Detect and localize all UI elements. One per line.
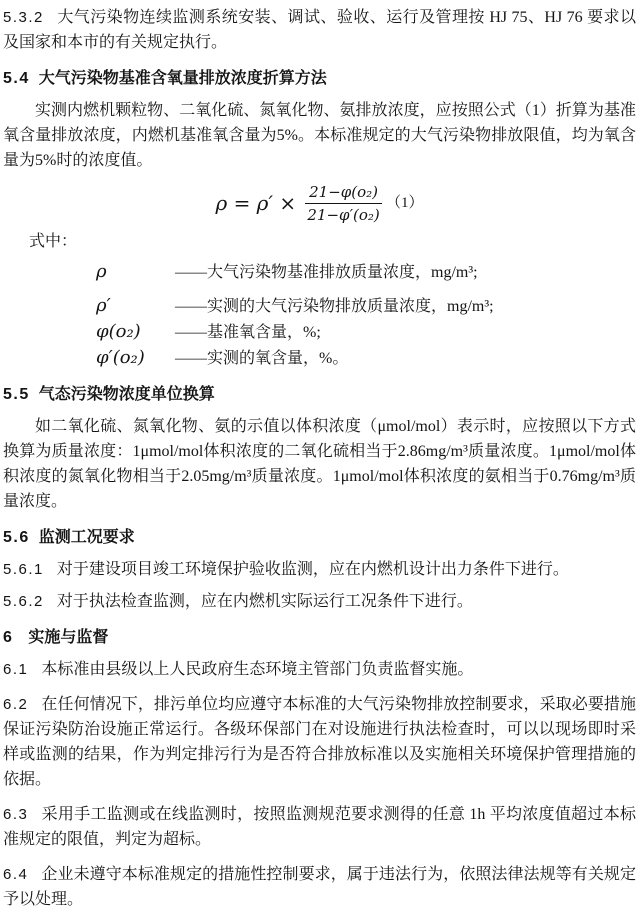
section-title: 大气污染物基准含氧量排放浓度折算方法 xyxy=(38,70,327,87)
symbol-definition: ——基准氧含量，%; xyxy=(175,324,321,341)
clause-number: 6.3 xyxy=(3,806,29,823)
clause-number: 6.1 xyxy=(3,661,29,678)
symbol-row-phi-prime-o2 xyxy=(96,346,636,371)
symbol-definition: ——实测的氧含量，%。 xyxy=(175,350,349,367)
clause-6-3 xyxy=(3,802,636,852)
para-oxygen-conversion: 实测内燃机颗粒物、二氧化硫、氮氧化物、氨排放浓度，应按照公式（1）折算为基准氧含量排放浓度，内燃机基准氧含量为5%。本标准规定的大气污染物排放限值，均为氧含量为5%时的浓度值。 xyxy=(3,102,636,169)
clause-number: 5.3.2 xyxy=(3,9,44,26)
section-title: 实施与监督 xyxy=(28,629,109,646)
symbol-definition: ——大气污染物基准排放质量浓度，mg/m³; xyxy=(175,264,478,281)
formula-1 xyxy=(3,182,636,225)
clause-number: 5.6.2 xyxy=(3,593,44,610)
symbol: φ(o₂) xyxy=(96,321,141,342)
symbol: ρ′ xyxy=(96,295,111,316)
section-heading-5-4 xyxy=(3,67,636,91)
clause-text: 本标准由县级以上人民政府生态环境主管部门负责监督实施。 xyxy=(41,661,474,678)
clause-6-2 xyxy=(3,692,636,792)
symbol-row-rho xyxy=(96,260,636,285)
section-number: 5.4 xyxy=(3,70,30,87)
clause-number: 6.4 xyxy=(3,866,29,883)
symbol-definition: ——实测的大气污染物排放质量浓度，mg/m³; xyxy=(175,298,494,315)
clause-text: 在任何情况下，排污单位均应遵守本标准的大气污染物排放控制要求，采取必要措施保证污染防治设施正常运行。各级环保部门在对设施进行执法检查时，可以以现场即时采样或监测的结果，作为判定排污行为是否符合排放标准以及实施相关环境保护管理措施的依据。 xyxy=(3,696,636,788)
fraction-denominator: 21−φ′(o₂) xyxy=(307,206,380,224)
clause-number: 6.2 xyxy=(3,696,29,713)
clause-5-6-1 xyxy=(3,557,636,582)
clause-6-4 xyxy=(3,862,636,912)
clause-5-6-2 xyxy=(3,589,636,614)
section-number: 6 xyxy=(3,629,14,646)
section-number: 5.6 xyxy=(3,529,30,546)
clause-text: 大气污染物连续监测系统安装、调试、验收、运行及管理按 HJ 75、HJ 76 要求以及国家和本市的有关规定执行。 xyxy=(3,9,636,51)
where-label: 式中： xyxy=(29,233,78,250)
clause-5-3-2 xyxy=(3,5,636,55)
formula-lhs: ρ = ρ′ × xyxy=(215,191,297,215)
symbol-row-rho-prime xyxy=(96,294,636,319)
clause-6-1 xyxy=(3,657,636,682)
symbol: φ′(o₂) xyxy=(96,347,145,368)
section-heading-6 xyxy=(3,626,636,650)
symbol: ρ xyxy=(96,261,107,282)
clause-text: 采用手工监测或在线监测时，按照监测规范要求测得的任意 1h 平均浓度值超过本标准规定的限值，判定为超标。 xyxy=(3,806,636,848)
equation-number: （1） xyxy=(386,195,424,211)
fraction-numerator: 21−φ(o₂) xyxy=(305,182,382,204)
para-unit-conversion: 如二氧化硫、氮氧化物、氨的示值以体积浓度（μmol/mol）表示时，应按照以下方式换算为质量浓度：1μmol/mol体积浓度的二氧化硫相当于2.86mg/m³质量浓度。1μmol/mol体积浓度的氮氧化物相当于2.05mg/m³质量浓度。1μmol/mol体积浓度的氨相当于0.76mg/m³质量浓度。 xyxy=(3,418,636,510)
section-heading-5-5 xyxy=(3,383,636,407)
section-number: 5.5 xyxy=(3,386,30,403)
symbol-definitions xyxy=(96,260,636,371)
section-title: 气态污染物浓度单位换算 xyxy=(38,386,215,403)
formula-fraction xyxy=(305,182,382,225)
section-heading-5-6 xyxy=(3,526,636,550)
clause-text: 对于执法检查监测，应在内燃机实际运行工况条件下进行。 xyxy=(56,593,473,610)
clause-number: 5.6.1 xyxy=(3,561,44,578)
section-title: 监测工况要求 xyxy=(38,529,135,546)
symbol-row-phi-o2 xyxy=(96,320,636,345)
clause-text: 企业未遵守本标准规定的措施性控制要求，属于违法行为，依照法律法规等有关规定予以处理。 xyxy=(3,866,636,908)
clause-text: 对于建设项目竣工环境保护验收监测，应在内燃机设计出力条件下进行。 xyxy=(56,561,569,578)
